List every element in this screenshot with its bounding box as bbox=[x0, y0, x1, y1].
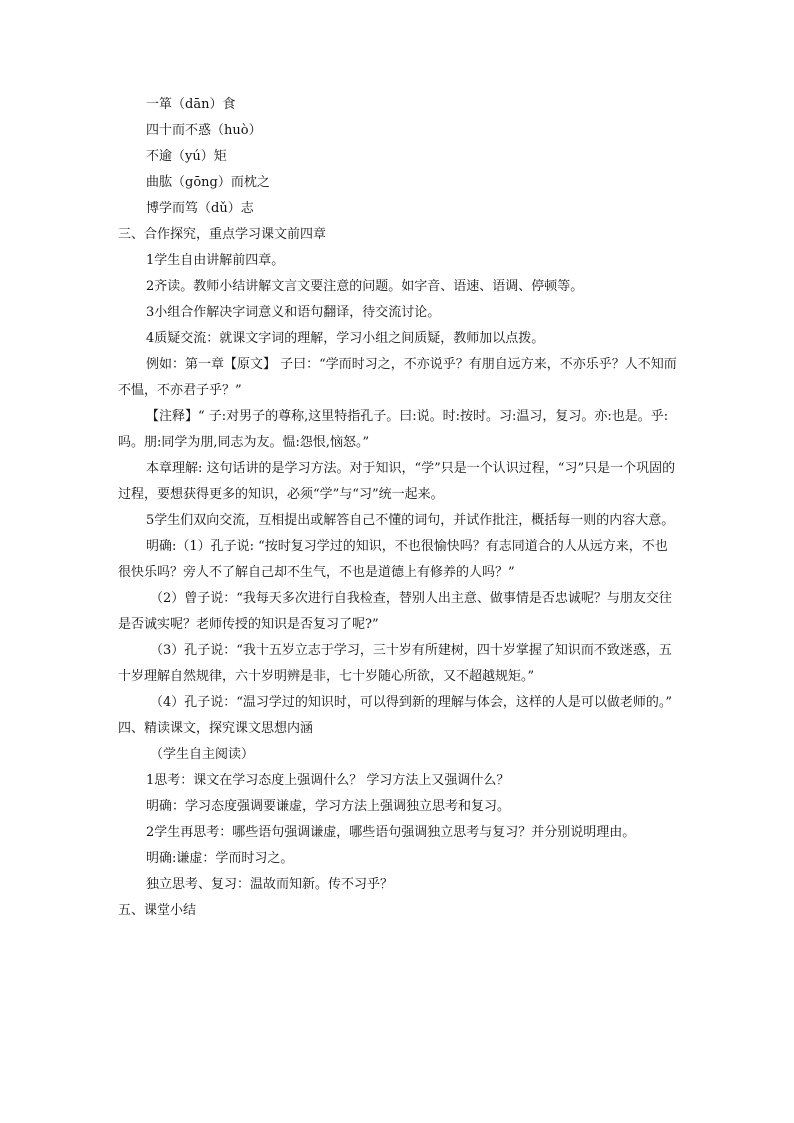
paragraph: 3小组合作解决字词意义和语句翻译，待交流讨论。 bbox=[146, 305, 441, 320]
paragraph: （3）孔子说：“我十五岁立志于学习，三十岁有所建树，四十岁掌握了知识而不致迷惑，五十岁理解自然规律，六十岁明辨是非，七十岁随心所欲，又不超越规矩。” bbox=[118, 643, 672, 684]
paragraph: 【注释】“ 子:对男子的尊称,这里特指孔子。曰:说。时:按时。习:温习，复习。亦:也是。乎:吗。朋:同学为朋,同志为友。愠:怨恨,恼怒。” bbox=[118, 409, 669, 450]
pronunciation-line: 一箪（dān）食 bbox=[146, 97, 236, 112]
section-heading-5: 五、课堂小结 bbox=[118, 903, 197, 918]
paragraph: 2学生再思考：哪些语句强调谦虚，哪些语句强调独立思考与复习？并分别说明理由。 bbox=[146, 825, 636, 840]
paragraph: 2齐读。教师小结讲解文言文要注意的问题。如字音、语速、语调、停顿等。 bbox=[146, 279, 584, 294]
paragraph: （学生自主阅读） bbox=[150, 747, 255, 762]
paragraph: 4质疑交流：就课文字词的理解，学习小组之间质疑，教师加以点拨。 bbox=[146, 331, 545, 346]
pronunciation-line: 曲肱（gōng）而枕之 bbox=[146, 175, 270, 190]
paragraph: 5学生们双向交流，互相提出或解答自己不懂的词句，并试作批注，概括每一则的内容大意。 bbox=[146, 513, 675, 528]
document-body bbox=[118, 92, 678, 924]
paragraph: 本章理解: 这句话讲的是学习方法。对于知识，“学”只是一个认识过程，“习”只是一个巩固的过程，要想获得更多的知识，必须“学”与“习”统一起来。 bbox=[118, 461, 676, 502]
paragraph: 1思考：课文在学习态度上强调什么？ 学习方法上又强调什么？ bbox=[146, 773, 510, 788]
pronunciation-line: 博学而笃（dǔ）志 bbox=[146, 201, 254, 216]
section-heading-4: 四、精读课文，探究课文思想内涵 bbox=[118, 721, 314, 736]
paragraph: 独立思考、复习：温故而知新。传不习乎？ bbox=[146, 877, 394, 892]
paragraph: 明确:（1）孔子说: “按时复习学过的知识，不也很愉快吗？有志同道合的人从远方来，不也很快乐吗？旁人不了解自己却不生气，不也是道德上有修养的人吗？” bbox=[118, 539, 668, 580]
paragraph: （2）曾子说：“我每天多次进行自我检查，替别人出主意、做事情是否忠诚呢？与朋友交往是否诚实呢？老师传授的知识是否复习了呢?” bbox=[118, 591, 672, 632]
paragraph: （4）孔子说：“温习学过的知识时，可以得到新的理解与体会，这样的人是可以做老师的。” bbox=[150, 695, 673, 710]
paragraph: 明确：学习态度强调要谦虚，学习方法上强调独立思考和复习。 bbox=[146, 799, 511, 814]
paragraph: 明确:谦虚：学而时习之。 bbox=[146, 851, 294, 866]
pronunciation-line: 四十而不惑（huò） bbox=[146, 123, 262, 138]
section-heading-3: 三、合作探究，重点学习课文前四章 bbox=[118, 227, 327, 242]
paragraph: 1学生自由讲解前四章。 bbox=[146, 253, 285, 268]
paragraph: 例如：第一章【原文】 子曰：“学而时习之，不亦说乎？有朋自远方来，不亦乐乎？人不知而不愠，不亦君子乎？” bbox=[118, 357, 677, 398]
pronunciation-line: 不逾（yú）矩 bbox=[146, 149, 227, 164]
